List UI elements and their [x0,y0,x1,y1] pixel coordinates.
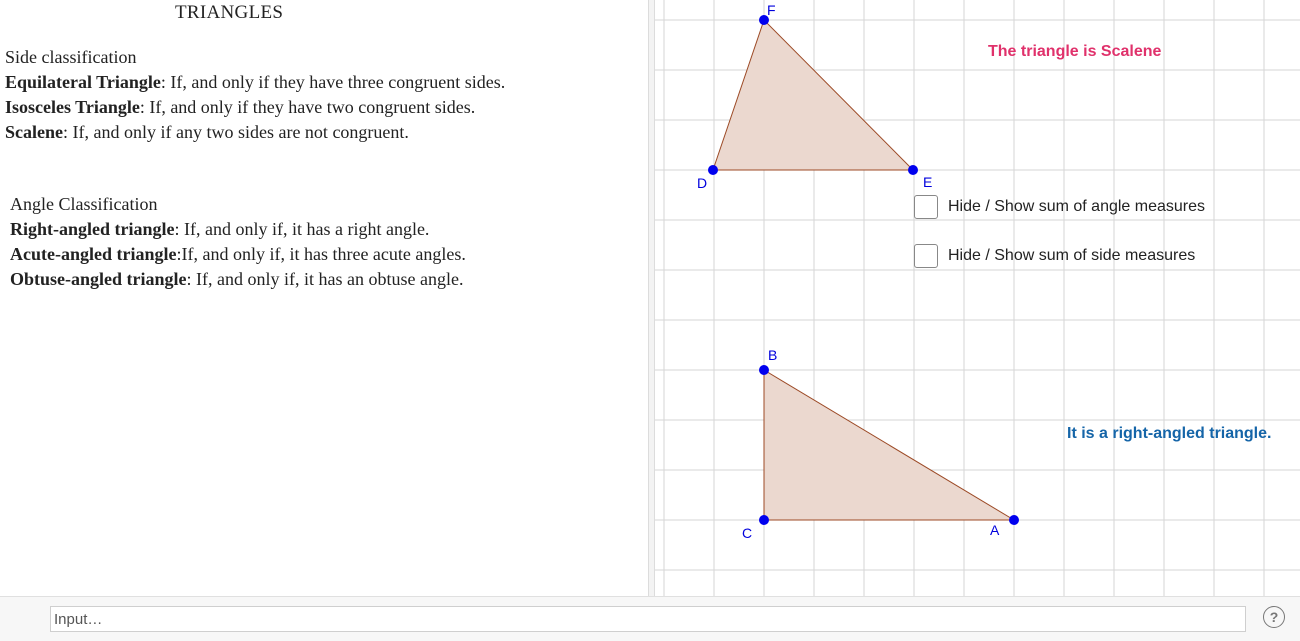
angle-sum-label[interactable]: Hide / Show sum of angle measures [948,198,1206,215]
angle-classification-text[interactable] [10,192,466,292]
angle-item-acute: Acute-angled triangle:If, and only if, it has three acute angles. [10,244,466,264]
label-c: C [742,525,753,541]
label-d: D [697,175,708,191]
graphics-view[interactable] [655,0,1300,596]
side-item-scalene: Scalene: If, and only if any two sides are not congruent. [5,122,409,142]
page-title: TRIANGLES [175,2,284,23]
label-f: F [767,2,776,18]
label-a: A [990,522,1000,538]
point-d[interactable] [708,165,718,175]
side-item-isosceles: Isosceles Triangle: If, and only if they have two congruent sides. [5,97,476,117]
algebra-panel [0,0,648,596]
side-sum-toggle[interactable] [914,244,1195,268]
angle-item-obtuse: Obtuse-angled triangle: If, and only if, it has an obtuse angle. [10,269,464,289]
point-b[interactable] [759,365,769,375]
angle-sum-checkbox[interactable] [914,195,938,219]
side-status-text: The triangle is Scalene [988,43,1162,60]
side-classification-text[interactable] [5,45,505,145]
angle-classification-heading: Angle Classification [10,194,158,214]
angle-item-right: Right-angled triangle: If, and only if, it has a right angle. [10,219,430,239]
point-e[interactable] [908,165,918,175]
angle-status-text: It is a right-angled triangle. [1067,425,1272,442]
help-circle-icon[interactable]: ? [1263,606,1285,628]
label-e: E [923,174,933,190]
side-classification-heading: Side classification [5,47,137,67]
angle-sum-toggle[interactable] [914,195,1205,219]
point-a[interactable] [1009,515,1019,525]
graphics-canvas[interactable] [655,0,1300,596]
triangle-def[interactable] [713,20,913,170]
triangle-abc[interactable] [764,370,1014,520]
algebra-input-field[interactable] [50,606,1246,632]
side-sum-checkbox[interactable] [914,244,938,268]
side-sum-label[interactable]: Hide / Show sum of side measures [948,247,1196,264]
panel-divider-handle[interactable] [648,0,655,596]
input-bar [0,596,1300,641]
side-item-equilateral: Equilateral Triangle: If, and only if they have three congruent sides. [5,72,506,92]
label-b: B [768,347,778,363]
point-c[interactable] [759,515,769,525]
